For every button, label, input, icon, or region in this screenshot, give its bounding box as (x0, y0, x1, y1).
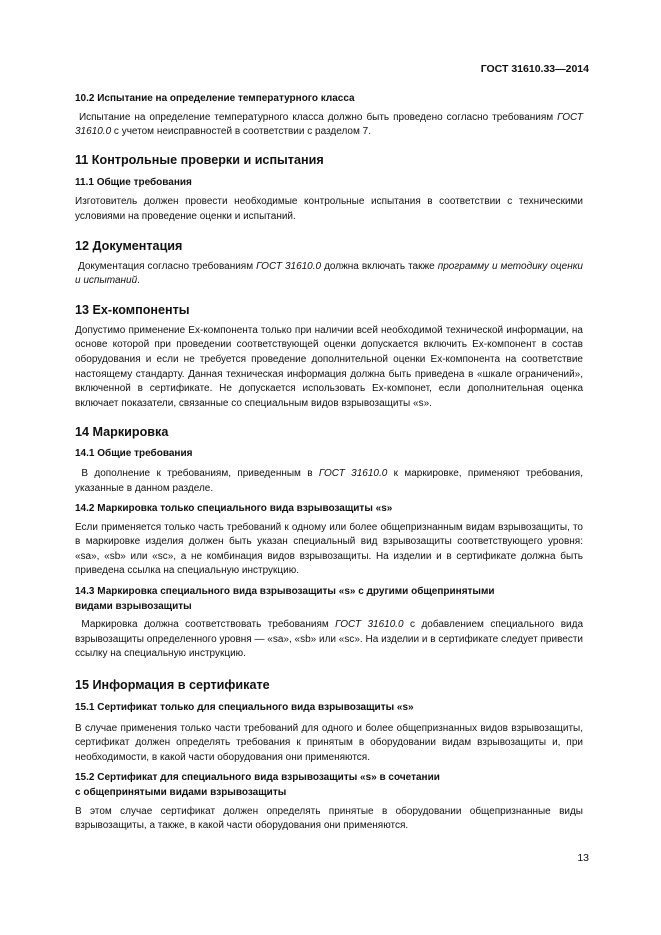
text-run: с добавлением специального вида взрывозащиты определенного уровня — «sa», «sb» или «sc». На изделии и в сертификате следует привести ссылку на специальную инструкцию. (75, 619, 584, 660)
standard-ref: ГОСТ 31610.0 (335, 619, 404, 631)
section-15-2-paragraph: В этом случае сертификат должен определять принятые в оборудовании общепризнанные виды взрывозащиты, а также, в какой части оборудования они применяются. (75, 805, 583, 832)
italic-text: программу и методику оценки и испытаний (75, 260, 583, 287)
document-header: ГОСТ 31610.33—2014 (480, 63, 589, 75)
section-14-1-paragraph (75, 467, 583, 496)
text-run: должна включать также (321, 260, 438, 272)
section-10-2-paragraph (75, 111, 583, 140)
section-14-2-title: 14.2 Маркировка только специального вида взрывозащиты «s» (75, 503, 393, 515)
text-run: Испытание на определение температурного класса должно быть проведено согласно требованиям (78, 111, 558, 123)
section-14-1-title: 14.1 Общие требования (75, 448, 193, 460)
standard-ref: ГОСТ 31610.0 (256, 260, 322, 272)
section-14-3-title (75, 585, 583, 614)
section-10-2-title: 10.2 Испытание на определение температурного класса (75, 93, 355, 104)
standard-ref: ГОСТ 31610.0 (318, 467, 388, 479)
section-13-paragraph: Допустимо применение Ex-компонента только при наличии всей необходимой технической информации, на основе которой при проведении соответствующей оценки допускается включить Ex-компонент в состав оборудования и если не требуется проведение дополнительной оценки Ex-компонента на соответствие настоящему стандарту. Данная техническая информация должна быть приведена в «шкале ограничений», включенной в сертификате. Не допускается использовать Ex-компонет, если дополнительная оценка включает показатели, связанные со специальным видов взрывозащиты «s». (75, 324, 583, 409)
section-14-3-paragraph (75, 618, 583, 662)
section-15-title: 15 Информация в сертификате (75, 678, 270, 693)
title-line: 14.3 Маркировка специального вида взрывозащиты «s» с другими общепринятыми (75, 586, 495, 598)
text-run: Документация согласно требованиям (77, 260, 257, 272)
section-15-2-title (75, 771, 583, 800)
section-11-1-title: 11.1 Общие требования (75, 176, 192, 188)
section-13-title: 13 Ex-компоненты (75, 302, 190, 317)
title-line: с общепринятыми видами взрывозащиты (75, 787, 287, 798)
document-body (75, 92, 583, 834)
section-15-1-paragraph: В случае применения только части требований для одного и более общепризнанных видов взрывозащиты, сертификат должен определять требования к принятым в оборудовании видам взрывозащиты и, при необходимости, в какой части оборудования они применяются. (75, 722, 583, 763)
section-14-title: 14 Маркировка (75, 425, 169, 440)
text-run: Маркировка должна соответствовать требованиям (81, 619, 336, 631)
text-run: В дополнение к требованиям, приведенным в (81, 467, 319, 479)
section-11-title: 11 Контрольные проверки и испытания (75, 152, 324, 167)
standard-ref: ГОСТ 31610.0 (75, 111, 584, 138)
title-line: видами взрывозащиты (75, 600, 192, 612)
section-11-1-paragraph: Изготовитель должен провести необходимые контрольные испытания в соответствии с техническими условиями на проведение оценки и испытаний. (75, 196, 583, 222)
page-number: 13 (577, 852, 589, 864)
text-run: с учетом неисправностей в соответствии с разделом 7. (111, 126, 371, 138)
section-14-2-paragraph: Если применяется только часть требований к одному или более общепризнанным видам взрывозащиты, то в маркировке изделия должен быть указан специальный вид взрывозащиты соответствующего уровня: «sa», «sb» или «sc», а не комбинация видов взрывозащиты. На изделии и в сертификате должна быть приведена ссылка на специальную инструкцию. (75, 521, 583, 577)
text-run: к маркировке, применяют требования, указанные в данном разделе. (75, 467, 583, 494)
section-12-paragraph (75, 260, 583, 289)
title-line: 15.2 Сертификат для специального вида взрывозащиты «s» в сочетании (75, 772, 440, 784)
text-run: . (137, 275, 140, 287)
section-12-title: 12 Документация (75, 238, 183, 253)
section-15-1-title: 15.1 Сертификат только для специального вида взрывозащиты «s» (75, 702, 414, 714)
